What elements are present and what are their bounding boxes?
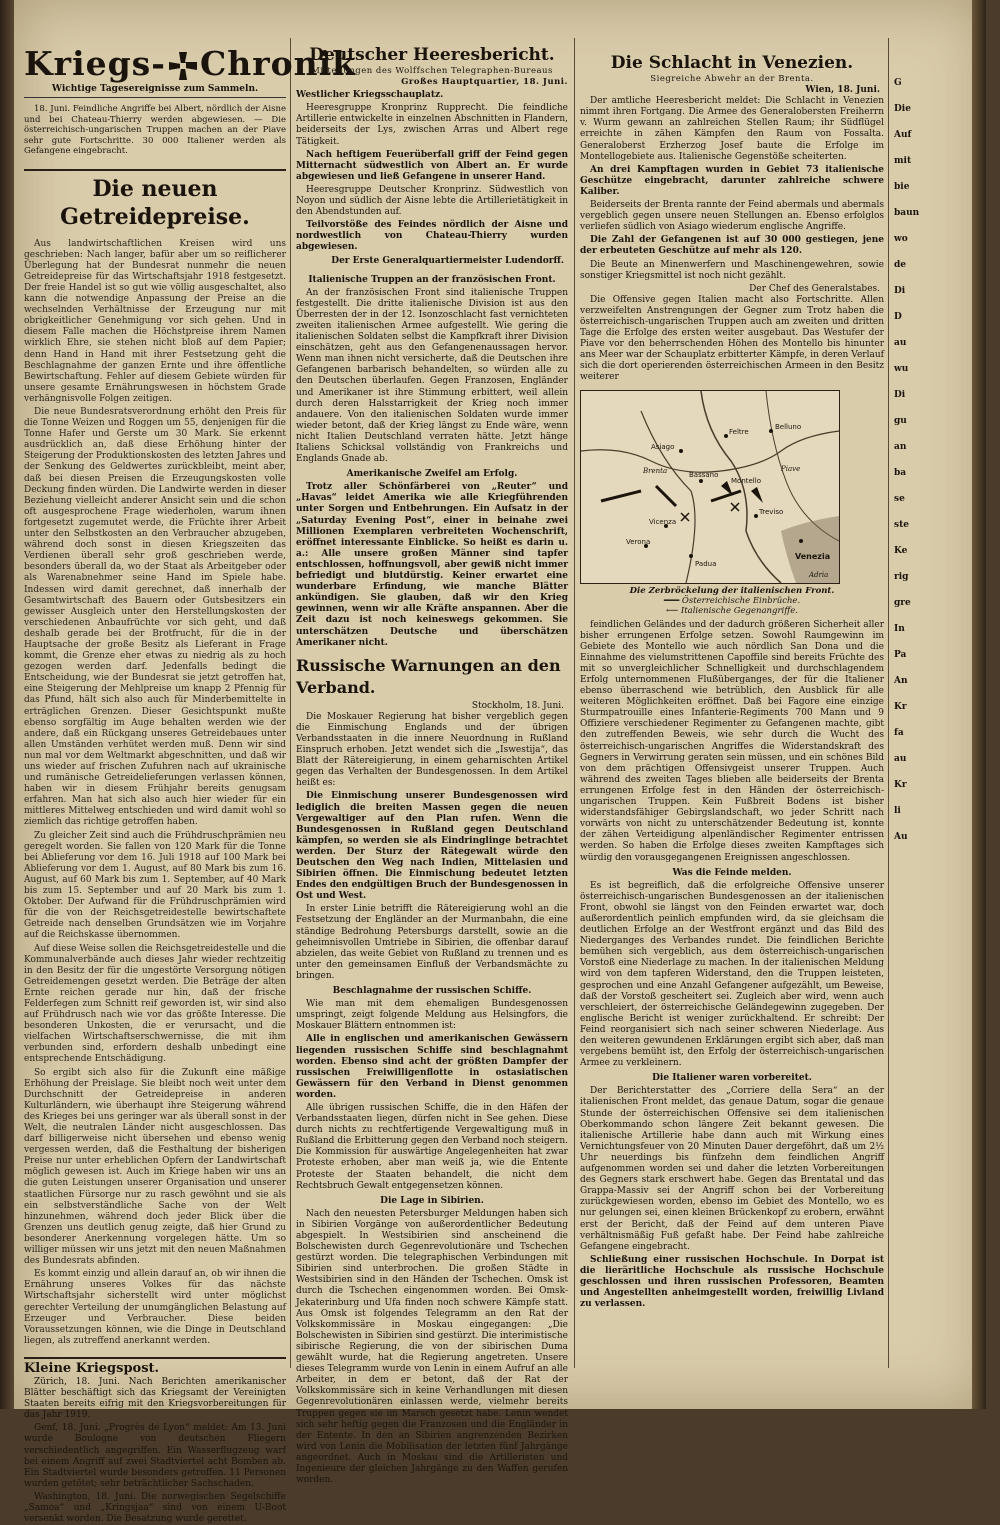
edge-fragment: Ke: [894, 546, 908, 556]
russische-paragraph: Alle in englischen und amerikanischen Gewässern liegenden russischen Schiffe sind beschlagnahmt worden. Ebenso sind acht der größten Dampfer der russischen Freiwilligenflotte in ostasiatischen Gewässern für den Verband in Dienst genommen worden.: [296, 1034, 568, 1100]
venezien-paragraph: Es ist begreiflich, daß die erfolgreiche Offensive unserer österreichisch-ungarischen Bundesgenossen an der italienischen Front, obwohl sie längst von den Feinden erwartet war, doch außerordentlich peinlich empfunden wird, da sie gleichsam die deutlichen Erfolge an der Westfront ergänzt und das Bild des Niederganges des Verbandes rundet. Die feindlichen Berichte bemühen sich vergeblich, aus dem österreichisch-ungarischen Vorstoß eine Niederlage zu machen. In der italienischen Meldung wird von dem tapferen Widerstand, den die Truppen leisteten, gesprochen und eine Anzahl Gefangener aufgezählt, um Beweise, daß der Vorstoß gescheitert sei. Zugleich aber wird, wenn auch verschleiert, der österreichische Geländegewinn zugegeben. Der englische Bericht ist weniger zurückhaltend. Er schreibt: Der Feind reorganisiert sich nach seiner schweren Niederlage. Aus den weiteren gewundenen Erklärungen ergibt sich aber, daß man vergebens bemüht ist, den Erfolg der österreichisch-ungarischen Armee zu verkleinern.: [580, 880, 884, 1069]
edge-fragment: wo: [894, 234, 908, 244]
edge-fragment: bie: [894, 182, 910, 192]
edge-fragment: li: [894, 806, 901, 816]
front-map: [580, 390, 840, 584]
map-label: Vicenza: [649, 517, 677, 526]
legend-swatch-icon: ━━━: [663, 595, 682, 606]
edge-fragment: Di: [894, 390, 906, 400]
edge-fragment: wu: [894, 364, 909, 374]
venezien-paragraph: Beiderseits der Brenta rannte der Feind abermals und abermals vergeblich gegen unsere neuen Stellungen an. Ebenso erfolglos verliefen südlich von Asiago wiederum englische Angriffe.: [580, 200, 884, 233]
article-paragraph: Aus landwirtschaftlichen Kreisen wird uns geschrieben: Nach langer, bafür aber um so reiflicherer Überlegung hat der Bundesrat nunmehr die neuen Getreidepreise für das Wirtschaftsjahr 1918 festgesetzt. Der freie Handel ist so gut wie völlig ausgeschaltet, also kann die notwendige Anpassung der Preise an die wechselnden Verhältnisse der Erzeugung nur mit obrigkeitlicher Genehmigung vor sich gehen. Und in diesem Falle machen die Höchstpreise ihrem Namen wirklich Ehre, sie stehen nicht bloß auf dem Papier; denn Hand in Hand mit ihrer Festsetzung geht die Beschlagnahme der ganzen Ernte und ihre öffentliche Bewirtschaftung. Fehler auf diesem Gebiete würden für unsere gesamte Ernährungswesen in höchstem Grade verhängnisvolle Folgen zeitigen.: [24, 238, 286, 404]
map-legend-item: [580, 596, 884, 606]
venezien-paragraph: Der Berichterstatter des „Corriere della Sera“ an der italienischen Front meldet, das genaue Datum, sogar die genaue Stunde der österreichischen Offensive sei dem italienischen Oberkommando schon längere Zeit bekannt gewesen. Die italienische Artillerie habe dann auch mit Wirkung eines Vernichtungsfeuer von 20 Minuten Dauer dergeföhrt, daß um 2½ Uhr neuerdings bis fünfzehn dem feindlichen Angriff aufgenommen worden sei und daher die letzten Vorbereitungen des Gegners stark erschwert habe. Gegen das Brentatal und das Grappa-Massiv sei der Angriff schon bei der Vorbereitung zurückgewiesen worden, ebenso im Gebiet des Montello, wo es nur gelungen sei, einen kleinen Brückenkopf zu erobern, erwähnt erst der Bericht, daß der Feind auf dem unteren Piave verhältnismäßig Fuß gefaßt habe. Der Feind habe zahlreiche Gefangene eingebracht.: [580, 1086, 884, 1252]
iron-cross-icon: [168, 51, 198, 81]
column-rule: [888, 38, 889, 1368]
column-2: [296, 0, 568, 1486]
map-label: Verona: [626, 537, 651, 546]
article-paragraph: So ergibt sich also für die Zukunft eine mäßige Erhöhung der Preislage. Sie bleibt noch weit unter dem Durchschnitt der Getreidepreise in anderen Kulturländern, wie überhaupt ihre Steigerung während des Krieges bei uns geringer war als überall sonst in der Welt, die neutralen Länder nicht ausgeschlossen. Das darf billigerweise nicht übersehen und ebenso wenig vergessen werden, daß die Festhaltung der bisherigen Preise nur unter erheblichen Opfern der Landwirtschaft möglich gewesen ist. Auch im Kriege haben wir uns an die guten Leistungen unserer Organisation und unserer staatlichen Fürsorge nur zu rasch gewöhnt und sie als ein selbstverständliche Sache von der Welt hinzunehmen, während doch jeder Blick über die Grenzen uns deutlich genug zeigte, daß hier Grund zu besonderer Anerkennung vorgelegen hätte. Um so williger müssen wir uns jetzt mit den neuen Maßnahmen des Bundesrats abfinden.: [24, 1067, 286, 1267]
map-label: Brenta: [643, 466, 668, 475]
edge-fragment: Au: [894, 832, 908, 842]
venezien-paragraph: feindlichen Geländes und der dadurch größeren Sicherheit aller bisher errungenen Erfolge setzen. Sowohl Raumgewinn im Gebiete des Montello wie auch nördlich San Dona und die Einnahme des vielumstrittenen Capoffile sind bereits Früchte des mit so unvergleichlicher Schnelligkeit und durchschlagendem Erfolg unternommenen Flußüberganges, der für die Italiener ebenso überraschend wie betrüblich, den Ausblick für alle weiteren Möglichkeiten eröffnet. Daß bei Fagore eine einzige Sturmpatrouille eines Infanterie-Regiments 700 Mann und 9 Offiziere verschiedener Regimenter zu Gefangenen machte, gibt den zutreffenden Beweis, wie sehr durch die Wucht des österreichisch-ungarischen Angriffes die Widerstandskraft des Gegners in Verwirrung geraten sein müssen, und ein schönes Bild von dem prächtigen Offensivgeist unserer Truppen. Auch während des zweiten Tages blieben alle beiderseits der Brenta errungenen Erfolge fest in den Händen der österreichisch-ungarischen Truppen. Kein Fußbreit Bodens ist bisher widerstandsfähiger Gebirgslandschaft, wo jeder Schritt nach vorwärts von nicht zu unterschätzender Bedeutung ist, konnte der zähen Verteidigung alpenländischer Regimenter entrissen werden. So haben die Erfolge dieses zweiten Kampftages sich würdig den vorausgegangenen Ereignissen angeschlossen.: [580, 619, 884, 863]
russische-paragraph: Die Einmischung unserer Bundesgenossen wird lediglich die breiten Massen gegen die neuen Vergewaltiger auf den Plan rufen. Wenn die Bundesgenossen in Rußland gegen Deutschland kämpfen, so werden sie als Eindringlinge betrachtet werden. Der Sturz der Rätegewalt würde den Deutschen den Weg nach Indien, Mittelasien und Sibirien öffnen. Die Einmischung bedeutet letzten Endes den endgültigen Bruch der Bundesgenossen in Ost und West.: [296, 791, 568, 902]
edge-fragment: Auf: [894, 130, 912, 140]
edge-fragment: au: [894, 754, 907, 764]
map-label: Adria: [809, 570, 829, 579]
kriegspost-item: Genf, 18. Juni. „Progrès de Lyon“ meldet: Am 13. Juni wurde Boulogne von deutschen Fliegern verschiedentlich angegriffen. Ein Wasserflugzeug warf bei einem Angriff auf zwei Stadtviertel acht Bomben ab. Ein Stadtviertel wurde besonders getroffen. 11 Personen wurden getötet; sehr beträchtlicher Sachschaden.: [24, 1423, 286, 1489]
article-paragraph: Die neue Bundesratsverordnung erhöht den Preis für die Tonne Weizen und Roggen um 55, denjenigen für die Tonne Hafer und Gerste um 30 Mark. Sie erkennt ausdrücklich an, daß diese Erhöhung hinter der Steigerung der Produktionskosten des letzten Jahres und der Senkung des Geldwertes zurückbleibt, meint aber, daß bei diesen Preisen die Erzeugungskosten volle Deckung finden würden. Die Landwirte werden in dieser Beziehung vielleicht anderer Ansicht sein und die schon oft ausgesprochene Frage wiederholen, warum ihnen fortgesetzt zugemutet werde, die Früchte ihrer Arbeit unter den Selbstkosten an den Verbraucher abzugeben, während doch sonst in diesen Kriegszeiten das Verdienen überall sehr groß geschrieben werde, besonders überall da, wo der Staat als Arbeitgeber oder als Warenabnehmer seine Hand im Spiele habe. Indessen wird damit gerechnet, daß innerhalb der Gesamtwirtschaft des Bauern oder Gutsbesitzers ein gewisser Ausgleich unter den Herstellungskosten der verschiedenen Anbaufrüchte vor sich geht, und daß deshalb gerade bei der Brotfrucht, für die in der Hauptsache der große Besitz als Lieferant in Frage kommt, die Grenze eher etwas zu niedrig als zu hoch gezogen werden darf. Jedenfalls bedingt die Entscheidung, wie der Bundesrat sie jetzt getroffen hat, eine Steigerung der Mehlpreise um knapp 2 Pfennig für das Pfund, hält sich also auch für Minderbemittelte in erträglichen Grenzen. Dieser Gesichtspunkt mußte ebenso sorgfältig im Auge behalten werden wie der andere, daß ein Rückgang unseres Getreidebaues unter allen Umständen verhütet werden muß. Denn wir sind nun mal vor dem Weltmarkt abgeschnitten, und daß wir uns wieder auf frischen Zufuhren nach auf ukrainische und rumänische Getreidelieferungen verlassen können, haben wir in diesem Frühjahr bereits genugsam erfahren. Man hat sich also auch hier wieder für ein mittleres Mittelweg entschieden und wird damit wohl so ziemlich das richtige getroffen haben.: [24, 407, 287, 828]
map-caption: Die Zerbröckelung der italienischen Front.: [629, 585, 835, 596]
edge-fragment: fa: [894, 728, 904, 738]
heeresbericht-paragraph: Teilvorstöße des Feindes nördlich der Aisne und nordwestlich von Chateau-Thierry wurden abgewiesen.: [296, 220, 568, 253]
edge-fragment: Kr: [894, 780, 907, 790]
map-legend-item: [580, 606, 884, 616]
column-1: [24, 0, 357, 1525]
masthead-subtitle: Wichtige Tagesereignisse zum Sammeln.: [24, 84, 286, 98]
edge-fragment: Pa: [894, 650, 907, 660]
edge-fragment: baun: [894, 208, 920, 218]
russische-paragraph: Die Moskauer Regierung hat bisher vergeblich gegen die Einmischung Englands und der übrigen Verbandsstaaten in die innere Neuordnung in Rußland Einspruch erhoben. Jetzt wendet sich die „Iswestija“, das Blatt der Rätereigierung, in einem geharnischten Artikel gegen das Verhalten der Bundesgenossen. In dem Artikel heißt es:: [296, 711, 568, 789]
edge-fragment: In: [894, 624, 905, 634]
page-edge-shadow: [972, 0, 986, 1409]
russische-paragraph: Alle übrigen russischen Schiffe, die in den Häfen der Verbandsstaaten liegen, dürfen nicht in See gehen. Diese durch nichts zu rechtfertigende Vergewaltigung muß in Rußland die Erbitterung gegen den Verband noch steigern. Die Kommission für auswärtige Angelegenheiten hat zwar Proteste erhoben, aber man weiß ja, wie die Entente Proteste der Staaten behandelt, die nicht dem Rechtsbruch Gewalt entgegensetzen können.: [296, 1102, 568, 1191]
feinde-subheading: Was die Feinde melden.: [672, 867, 792, 878]
venezien-paragraph: Die Beute an Minenwerfern und Maschinengewehren, sowie sonstiger Kriegsmittel ist noch nicht gezählt.: [580, 259, 884, 281]
map-label: Montello: [731, 476, 761, 485]
column-3: [580, 0, 884, 1400]
edge-fragment: rig: [894, 572, 909, 582]
heeresbericht-paragraph: Nach heftigem Feuerüberfall griff der Feind gegen Mitternacht südwestlich von Albert an. Er wurde abgewiesen und ließ Gefangene in unserer Hand.: [296, 149, 568, 182]
book-binding-edge: [0, 0, 14, 1409]
amerikanische-zweifel-text: Trotz aller Schönfärberei von „Reuter“ und „Havas“ leidet Amerika wie alle Kriegführenden unter Sorgen und Entbehrungen. Ein Aufsatz in der „Saturday Evening Post“, einer in beinahe zwei Millionen Exemplaren verbreiteten Wochenschrift, eröffnet interessante Einblicke. So heißt es darin u. a.: Alle unsere großen Männer sind tapfer entschlossen, hoffnungsvoll, aber gewiß nicht immer befriedigt und blutdürstig. Keiner erwartet eine wunderbare Erfindung, wie manche Blätter ankündigen. Sie glauben, daß wir den Krieg gewinnen, wenn wir alle Kräfte anspannen. Aber die Zeit dazu ist noch keineswegs gekommen. Sie unterschätzen Deutsche und überschätzen Amerikaner nicht.: [296, 482, 568, 648]
edge-fragment: D: [894, 312, 902, 322]
masthead: [24, 44, 357, 84]
schiffe-subheading: Beschlagnahme der russischen Schiffe.: [332, 986, 532, 997]
heeresbericht-paragraph: Heeresgruppe Deutscher Kronprinz. Südwestlich von Noyon und südlich der Aisne lebte die Artillerietätigkeit in den Abendstunden auf.: [296, 184, 568, 218]
edge-fragment: An: [894, 676, 908, 686]
edge-fragment: Die: [894, 104, 911, 114]
column-4-edge: [894, 0, 974, 1470]
article-paragraph: Auf diese Weise sollen die Reichsgetreidestelle und die Kommunalverbände auch dieses Jahr wieder rechtzeitig in den Besitz der für die ungestörte Versorgung nötigen Getreidemengen gesetzt werden. Die Beträge der alten Ernte reichen gerade nur hin, daß der frische Felderfegen zum Schnitt reif geworden ist, wir sind also auf Frühdrusch nach wie vor das größte Interesse. Die besonderen Unkosten, die er verursacht, und die vielfachen Wirtschaftserschwernisse, die mit ihm verbunden sind, erfordern deshalb unbedingt eine entsprechende Entschädigung.: [24, 943, 286, 1065]
amerikanische-zweifel-headline: Amerikanische Zweifel am Erfolg.: [346, 469, 518, 480]
venezien-headline: Die Schlacht in Venezien.: [610, 53, 854, 73]
article-headline: Die neuen Getreidepreise.: [24, 169, 286, 231]
map-illustration: [581, 391, 839, 583]
map-label: Belluno: [775, 422, 802, 431]
venezien-paragraph: An drei Kampftagen wurden in Gebiet 73 italienische Geschütze eingebracht, darunter zahlreiche schwere Kaliber.: [580, 164, 884, 197]
edge-fragment: an: [894, 442, 907, 452]
heeresbericht-signature: Der Erste Generalquartiermeister Ludendorff.: [331, 255, 564, 266]
edge-fragment: de: [894, 260, 907, 270]
map-label: Feltre: [729, 427, 749, 436]
edge-fragment: gu: [894, 416, 907, 426]
map-label: Venezia: [795, 551, 831, 561]
map-label: Piave: [781, 464, 801, 473]
russische-paragraph: In erster Linie betrifft die Rätereigierung wohl an die Festsetzung der Engländer an der Murmanbahn, die eine ständige Bedrohung Petersburgs darstellt, sowie an die geheimnisvollen Umtriebe in Sibirien, die offenbar darauf abzielen, das weite Gebiet von Rußland zu trennen und es unter den gemeinsamen Einfluß der Verbandsmächte zu bringen.: [296, 904, 568, 981]
edge-fragment: se: [894, 494, 905, 504]
russische-warnungen-headline: Russische Warnungen an den Verband.: [296, 655, 561, 697]
venezien-subheadline: Siegreiche Abwehr an der Brenta.: [650, 74, 814, 84]
edge-fragment: Di: [894, 286, 906, 296]
map-legend-label: Italienische Gegenangriffe.: [680, 605, 798, 616]
edge-fragment: G: [894, 78, 902, 88]
masthead-lead: 18. Juni. Feindliche Angriffe bei Albert, nördlich der Aisne und bei Chateau-Thierry werden abgewiesen. — Die österreichisch-ungarischen Truppen machen an der Piave sehr gute Fortschritte. 30 000 Italiener werden als Gefangene eingebracht.: [24, 104, 286, 157]
venezien-signature: Der Chef des Generalstabes.: [749, 283, 880, 294]
russische-paragraph: Nach den neuesten Petersburger Meldungen haben sich in Sibirien Vorgänge von außerordentlicher Bedeutung abgespielt. In Westsibirien sind anscheinend die Bolschewisten durch Gegenrevolutionäre und Tschechen gestürzt worden. Die telegraphischen Verbindungen mit Sibirien sind unterbrochen. Die großen Städte in Westsibirien sind in den Händen der Tschechen. Omsk ist durch die Tschechen eingenommen worden. Bei Omsk-Jekaterinburg und Ufa finden noch schwere Kämpfe statt. Aus Omsk ist folgendes Telegramm an den Rat der Volkskommissäre in Moskau eingegangen: „Die Bolschewisten in Sibirien sind gestürzt. Die interimistische sibirische Regierung, die von der sibirischen Duma gewählt wurde, hat die Regierung angetreten. Unsere dieses Telegramm wurde von Lenin in einem Aufruf an alle Arbeiter, in dem er betont, daß der Rat der Volkskommissäre sich in keine Verhandlungen mit diesen Gegenrevolutionären einlassen werde, vielmehr bereits Truppen gegen sie im Marsch gesetzt habe. Lenin wendet sich sehr heftig gegen die Franzosen und die Engländer in der Entente. In den an Sibirien angrenzenden Bezirken wird von Lenin die Mobilisation der letzten fünf Jahrgänge angeordnet. Auch in Moskau sind die Artilleristen und Ingenieure der gleichen Jahrgänge zu den Waffen gerufen worden.: [296, 1208, 568, 1486]
map-label: Bassano: [689, 470, 719, 479]
legend-arrow-icon: ⟵: [665, 605, 681, 616]
map-label: Padua: [695, 559, 717, 568]
newspaper-page: [14, 0, 986, 1525]
heeresbericht-source: Mitteilungen des Wolffschen Telegraphen-Bureaus: [311, 66, 553, 76]
article-paragraph: Zu gleicher Zeit sind auch die Frühdruschprämien neu geregelt worden. Sie fallen von 120 Mark für die Tonne bei Ablieferung vor dem 16. Juli 1918 auf 100 Mark bei Ablieferung vor dem 1. August, auf 80 Mark bis zum 16. August, auf 60 Mark bis zum 1. September, auf 40 Mark bis zum 15. September und auf 20 Mark bis zum 1. Oktober. Der Aufwand für die Frühdruschprämien wird für die von der Reichsgetreidestelle bewirtschaftete Getreide nach denselben Grundsätzen wie im Vorjahre auf die Reichskasse übernommen.: [24, 830, 286, 941]
edge-fragment: Kr: [894, 702, 907, 712]
venezien-paragraph: Die Offensive gegen Italien macht also Fortschritte. Allen verzweifelten Anstrengungen der Gegner zum Trotz haben die österreichisch-ungarischen Truppen auch am zweiten und dritten Tage die Erfolge des ersten weiter ausgebaut. Das Westufer der Piave vor den beherrschenden Höhen des Montello bis hinunter ans Meer war der Schauplatz erbitterter Kämpfe, in deren Verlauf sich die dort operierenden österreichischen Armeen in den Besitz weiterer: [580, 294, 884, 383]
kriegspost-item: Zürich, 18. Juni. Nach Berichten amerikanischer Blätter beschäftigt sich das Kriegsamt der Vereinigten Staaten bereits eifrig mit den Kriegsvorbereitungen für das Jahr 1919.: [24, 1376, 286, 1421]
front-west-heading: Westlicher Kriegsschauplatz.: [296, 90, 444, 101]
heeresbericht-headline: Deutscher Heeresbericht.: [309, 45, 555, 65]
hochschule-notice: Schließung einer russischen Hochschule. In Dorpat ist die lieräritliche Hochschule als russische Hochschule geschlossen und ihren russischen Professoren, Beamten und Angestellten anheimgestellt worden, freiwillig Livland zu verlassen.: [580, 1254, 884, 1310]
edge-fragment: mit: [894, 156, 912, 166]
map-legend-label: Österreichische Einbrüche.: [681, 595, 801, 606]
masthead-title-left: Kriegs-: [24, 44, 166, 83]
edge-fragment: gre: [894, 598, 911, 608]
vorbereitet-subheading: Die Italiener waren vorbereitet.: [652, 1073, 812, 1084]
kleine-kriegspost-headline: Kleine Kriegspost.: [24, 1357, 286, 1374]
russische-warnungen-dateline: Stockholm, 18. Juni.: [471, 700, 564, 711]
heeresbericht-hq: Großes Hauptquartier, 18. Juni.: [401, 77, 568, 88]
masthead-title-right: Chronik: [199, 44, 357, 83]
edge-fragment: au: [894, 338, 907, 348]
article-paragraph: Es kommt einzig und allein darauf an, ob wir ihnen die Ernährung unseres Volkes für das nächste Wirtschaftsjahr sicherstellt wird unter möglichst gerechter Verteilung der unumgänglichen Belastung auf Erzeuger und Verbraucher. Diese beiden Voraussetzungen können, wie die Dinge in Deutschland liegen, als zutreffend anerkannt werden.: [24, 1269, 286, 1346]
venezien-dateline: Wien, 18. Juni.: [805, 85, 880, 96]
sibirien-subheading: Die Lage in Sibirien.: [380, 1195, 484, 1206]
column-rule: [290, 38, 291, 1368]
heeresbericht-paragraph: Heeresgruppe Kronprinz Rupprecht. Die feindliche Artillerie entwickelte in einzelnen Abschnitten in Flandern, beiderseits der Lys, zwischen Arras und Albert rege Tätigkeit.: [296, 103, 568, 147]
column-rule: [574, 38, 575, 1368]
venezien-paragraph: Der amtliche Heeresbericht meldet: Die Schlacht in Venezien nimmt ihren Fortgang. Die Armee des Generalobersten Freiherrn v. Wurm gewann an zahlreichen Stellen Raum; ihr Südflügel erreichte in zähen Kämpfen den Raum von Fossalta. Generaloberst Erzherzog Josef baute die Erfolge im Montellogebiete aus. Italienische Gegenstöße scheiterten.: [580, 96, 884, 162]
edge-fragment: ba: [894, 468, 907, 478]
map-label: Asiago: [651, 442, 675, 451]
venezien-paragraph: Die Zahl der Gefangenen ist auf 30 000 gestiegen, jene der erbeuteten Geschütze auf mehr als 120.: [580, 235, 884, 257]
kriegspost-item: Washington, 18. Juni. Die norwegischen Segelschiffe „Samoa“ und „Kringsjaa“ sind von einem U-Boot versenkt worden. Die Besatzung wurde gerettet.: [24, 1491, 286, 1525]
russische-paragraph: Wie man mit dem ehemaligen Bundesgenossen umspringt, zeigt folgende Meldung aus Helsingfors, die Moskauer Blättern entnommen ist:: [296, 999, 568, 1032]
italienische-truppen-text: An der französischen Front sind italienische Truppen festgestellt. Die dritte italienische Division ist aus den Überresten der in der 12. Isonzoschlacht fast vernichteten zweiten italienischen Armee aufgestellt. Wie gering die italienischen Soldaten selbst die Kampfkraft ihrer Division einschätzen, geht aus den Gefangenenaussagen hervor. Wenn man ihnen nicht versicherte, daß die Deutschen ihre Gefangenen barbarisch behandelten, so würden alle zu den Deutschen überlaufen. Gegen Franzosen, Engländer und Amerikaner ist ihre Stimmung erbittert, weil allein durch deren Halsstarrigkeit der Krieg noch immer andauere. Von den italienischen Soldaten wurde immer wieder betont, daß der Krieg längst zu Ende wäre, wenn nicht Italien Deutschland verraten hätte. Jetzt hänge Italiens Schicksal vollständig von Frankreichs und Englands Gnade ab.: [296, 287, 568, 465]
edge-fragment: ste: [894, 520, 909, 530]
italienische-truppen-headline: Italienische Truppen an der französischen Front.: [308, 274, 556, 285]
map-label: Treviso: [759, 507, 784, 516]
